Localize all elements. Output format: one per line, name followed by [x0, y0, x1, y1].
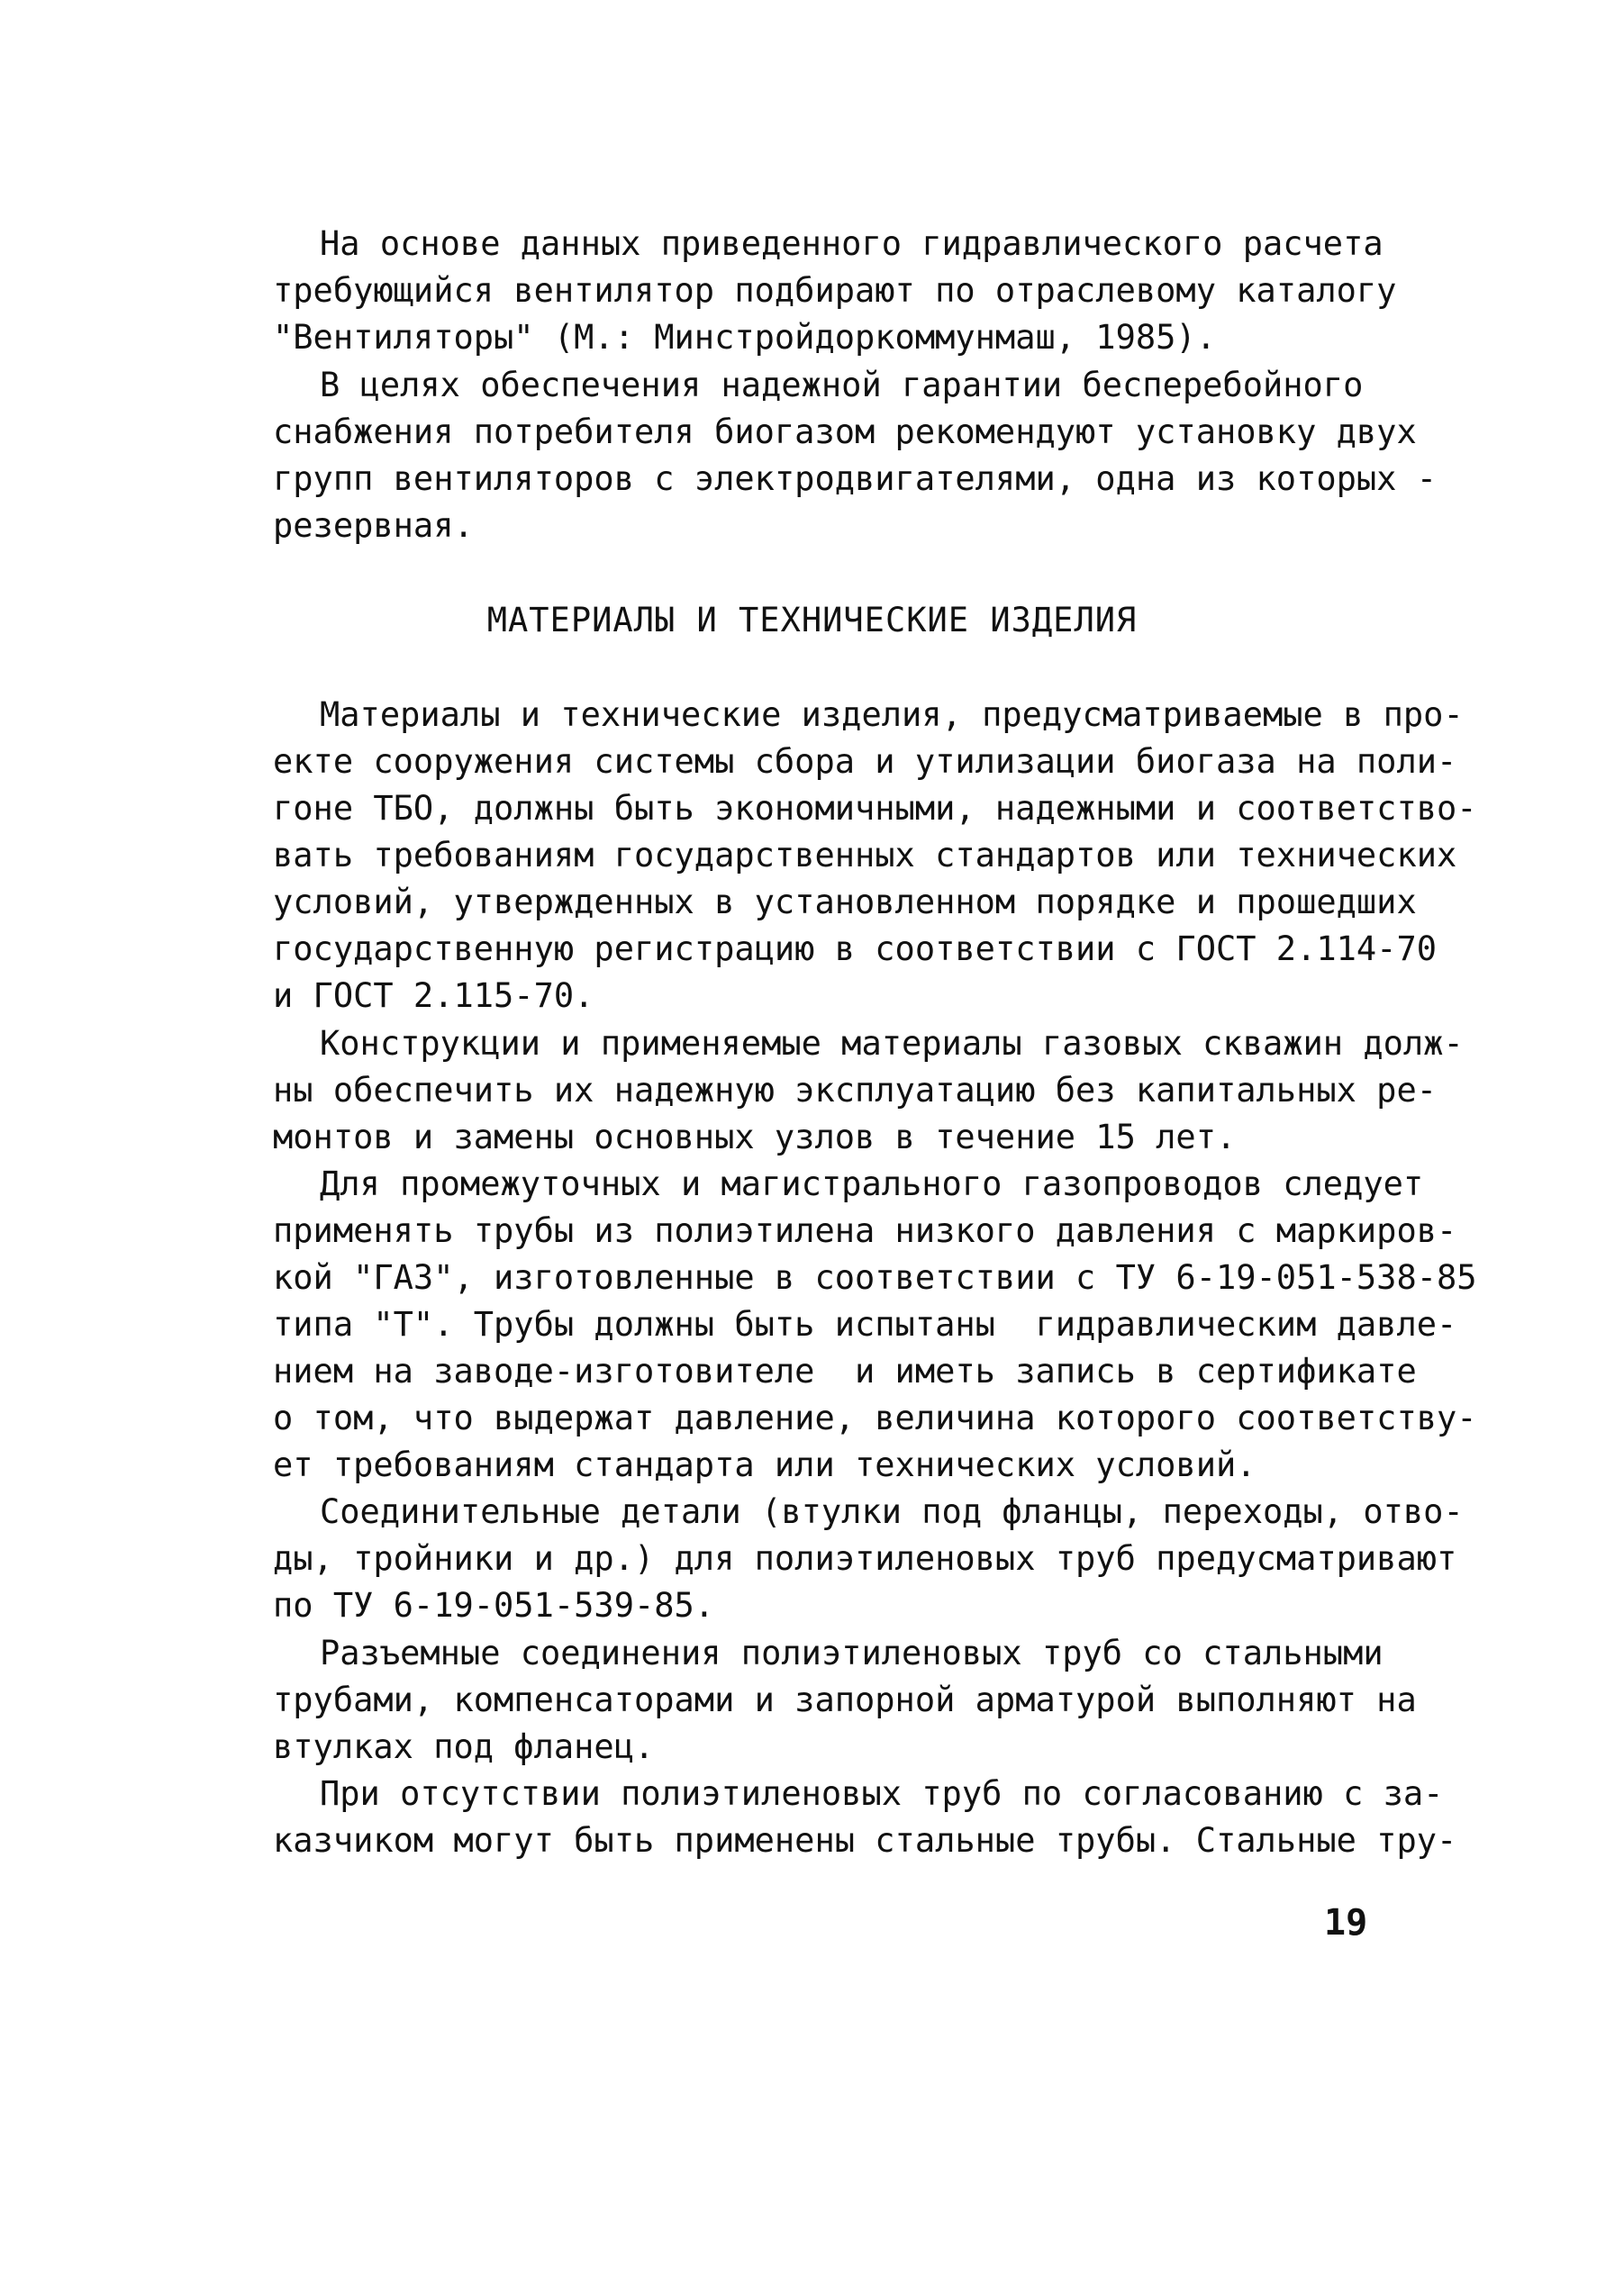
text-line: втулках под фланец. [273, 1727, 655, 1766]
text-line: применять трубы из полиэтилена низкого давления с маркиров- [273, 1211, 1457, 1250]
text-line: типа "Т". Трубы должны быть испытаны гидравлическим давле- [273, 1305, 1457, 1344]
page-number: 19 [1324, 1902, 1368, 1944]
text-line: Разъемные соединения полиэтиленовых труб со стальными [320, 1634, 1384, 1672]
text-line: государственную регистрацию в соответствии с ГОСТ 2.114-70 [273, 929, 1438, 968]
text-line: Конструкции и применяемые материалы газовых скважин долж- [320, 1024, 1464, 1063]
text-line: екте сооружения системы сбора и утилизации биогаза на поли- [273, 742, 1457, 781]
text-line: монтов и замены основных узлов в течение 15 лет. [273, 1118, 1237, 1156]
text-line: В целях обеспечения надежной гарантии бесперебойного [320, 366, 1364, 404]
text-line: Соединительные детали (втулки под фланцы, переходы, отво- [320, 1492, 1464, 1531]
text-line: и ГОСТ 2.115-70. [273, 976, 594, 1015]
text-line: При отсутствии полиэтиленовых труб по согласованию с за- [320, 1774, 1444, 1813]
text-line: групп вентиляторов с электродвигателями, одна из которых - [273, 459, 1438, 498]
text-line: требующийся вентилятор подбирают по отраслевому каталогу [273, 271, 1397, 310]
text-line: гоне ТБО, должны быть экономичными, надежными и соответство- [273, 789, 1477, 828]
text-line: нием на заводе-изготовителе и иметь запись в сертификате [273, 1352, 1417, 1391]
text-line: кой "ГАЗ", изготовленные в соответствии с ТУ 6-19-051-538-85 [273, 1258, 1477, 1297]
text-line: Для промежуточных и магистрального газопроводов следует [320, 1165, 1424, 1203]
text-line: ды, тройники и др.) для полиэтиленовых труб предусматривают [273, 1539, 1457, 1578]
text-line: по ТУ 6-19-051-539-85. [273, 1586, 715, 1625]
text-line: вать требованиям государственных стандартов или технических [273, 836, 1457, 875]
text-line: "Вентиляторы" (М.: Минстройдоркоммунмаш, 1985). [273, 318, 1216, 357]
text-line: трубами, компенсаторами и запорной арматурой выполняют на [273, 1681, 1417, 1719]
text-line: ет требованиям стандарта или технических условий. [273, 1446, 1257, 1484]
section-heading: МАТЕРИАЛЫ И ТЕХНИЧЕСКИЕ ИЗДЕЛИЯ [486, 601, 1138, 639]
text-line: снабжения потребителя биогазом рекомендуют установку двух [273, 412, 1417, 451]
text-line: На основе данных приведенного гидравлического расчета [320, 224, 1384, 263]
text-line: казчиком могут быть применены стальные трубы. Стальные тру- [273, 1821, 1457, 1860]
text-line: условий, утвержденных в установленном порядке и прошедших [273, 883, 1417, 921]
text-line: резервная. [273, 506, 474, 545]
text-line: ны обеспечить их надежную эксплуатацию без капитальных ре- [273, 1071, 1438, 1110]
text-line: о том, что выдержат давление, величина которого соответству- [273, 1399, 1477, 1437]
text-line: Материалы и технические изделия, предусматриваемые в про- [320, 695, 1464, 734]
